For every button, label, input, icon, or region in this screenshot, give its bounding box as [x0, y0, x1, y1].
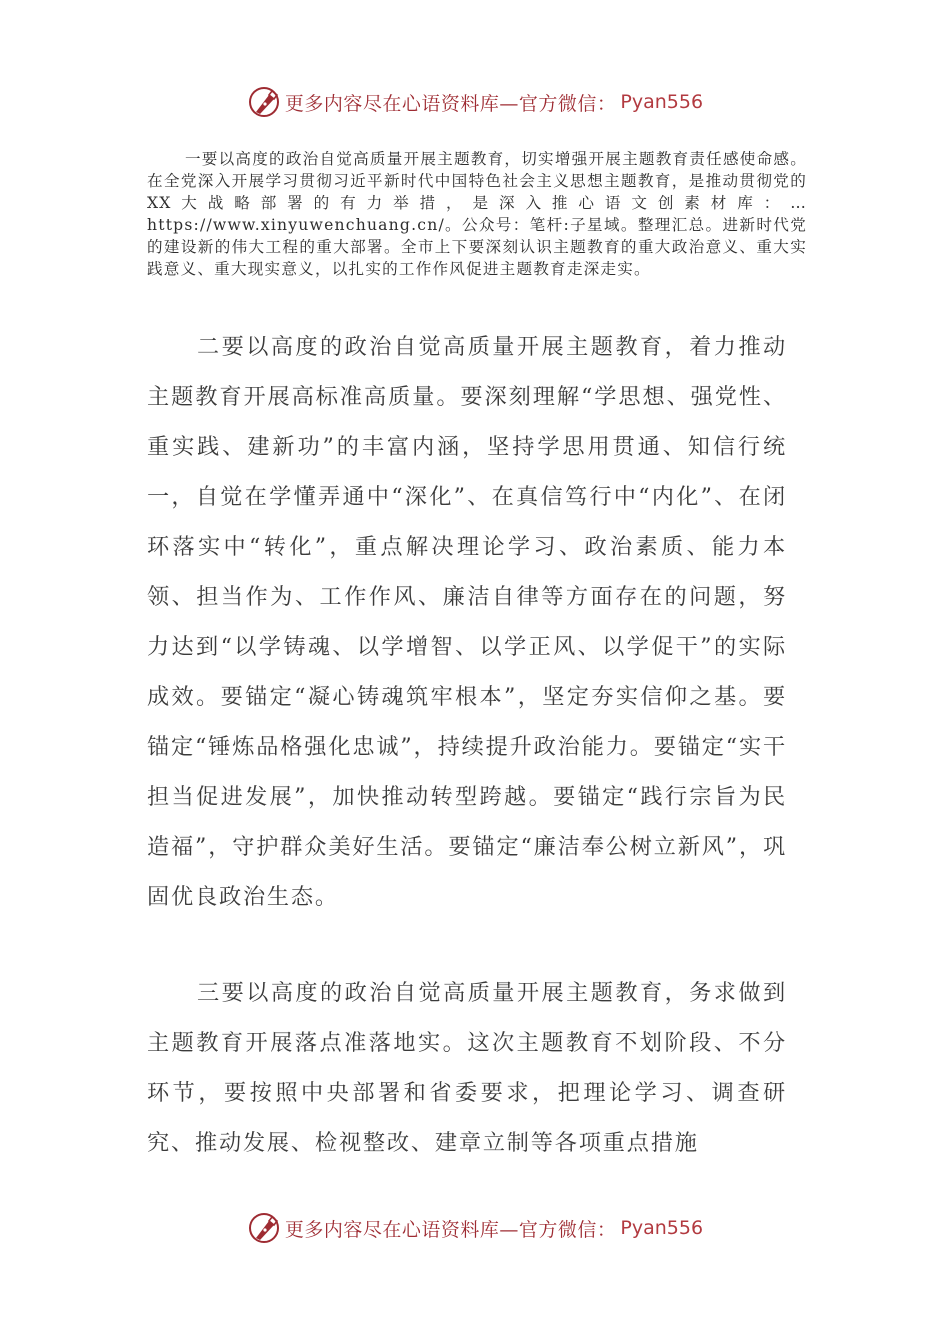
header-watermark-banner [0, 82, 950, 122]
pen-nib-logo-icon [247, 1211, 281, 1245]
paragraph-3: 三要以高度的政治自觉高质量开展主题教育，务求做到主题教育开展落点准落地实。这次主题教育不划阶段、不分环节，要按照中央部署和省委要求，把理论学习、调查研究、推动发展、检视整改、建章立制等各项重点措施 [147, 980, 787, 1156]
banner-text: 更多内容尽在心语资料库—官方微信： [284, 92, 617, 115]
footer-watermark-banner [0, 1208, 950, 1248]
banner-wechat-id: Pyan556 [620, 1217, 704, 1239]
banner-wechat-id: Pyan556 [620, 91, 704, 113]
banner-text: 更多内容尽在心语资料库—官方微信： [284, 1218, 617, 1241]
paragraph-1: 一要以高度的政治自觉高质量开展主题教育，切实增强开展主题教育责任感使命感。在全党深入开展学习贯彻习近平新时代中国特色社会主义思想主题教育，是推动贯彻党的XX大战略部署的有力举措，是深入推心语文创素材库：…https://www.xinyuwenchuang.cn/。公众号：笔杆:子星域。整理汇总。进新时代党的建设新的伟大工程的重大部署。全市上下要深刻认识主题教育的重大政治意义、重大实践意义、重大现实意义，以扎实的工作作风促进主题教育走深走实。 [147, 150, 807, 278]
paragraph-2: 二要以高度的政治自觉高质量开展主题教育，着力推动主题教育开展高标准高质量。要深刻理解“学思想、强党性、重实践、建新功”的丰富内涵，坚持学思用贯通、知信行统一，自觉在学懂弄通中“深化”、在真信笃行中“内化”、在闭环落实中“转化”，重点解决理论学习、政治素质、能力本领、担当作为、工作作风、廉洁自律等方面存在的问题，努力达到“以学铸魂、以学增智、以学正风、以学促干”的实际成效。要锚定“凝心铸魂筑牢根本”，坚定夯实信仰之基。要锚定“锤炼品格强化忠诚”，持续提升政治能力。要锚定“实干担当促进发展”，加快推动转型跨越。要锚定“践行宗旨为民造福”，守护群众美好生活。要锚定“廉洁奉公树立新风”，巩固优良政治生态。 [147, 334, 787, 910]
pen-nib-logo-icon [247, 85, 281, 119]
